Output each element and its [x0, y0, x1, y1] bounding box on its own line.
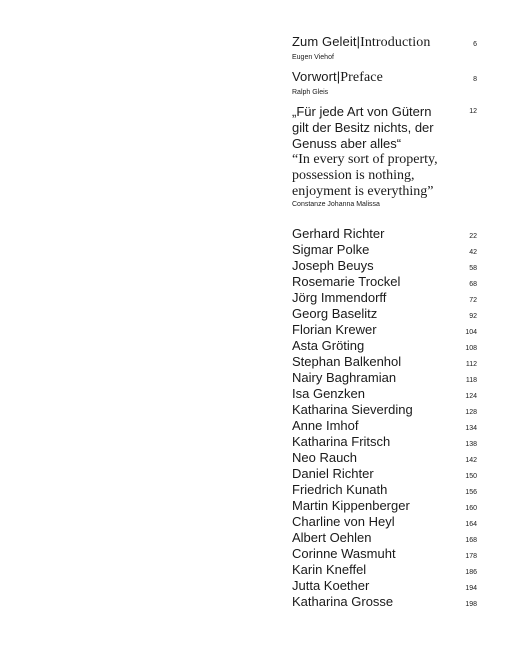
- artist-name: Karin Kneffel: [292, 562, 367, 577]
- artist-name: Anne Imhof: [292, 418, 359, 433]
- quote-english-line: possession is nothing,: [292, 168, 415, 183]
- page-number: 164: [465, 521, 477, 528]
- artist-entry[interactable]: [292, 322, 480, 338]
- page-number: 68: [469, 281, 477, 288]
- artist-list: [292, 226, 480, 610]
- artist-entry[interactable]: [292, 594, 480, 610]
- table-of-contents: [292, 34, 480, 610]
- quote-english-line: “In every sort of property,: [292, 152, 438, 167]
- page-number: 118: [465, 377, 477, 384]
- artist-name: Albert Oehlen: [292, 530, 372, 545]
- page-number: 150: [465, 473, 477, 480]
- title-german: Zum Geleit: [292, 34, 357, 49]
- artist-name: Nairy Baghramian: [292, 370, 397, 385]
- artist-name: Katharina Sieverding: [292, 402, 413, 417]
- artist-entry[interactable]: [292, 578, 480, 594]
- artist-entry[interactable]: [292, 562, 480, 578]
- artist-entry[interactable]: [292, 482, 480, 498]
- page-number: 194: [465, 585, 477, 592]
- artist-name: Charline von Heyl: [292, 514, 395, 529]
- entry-author: Constanze Johanna Malissa: [292, 201, 380, 208]
- quote-english-line: enjoyment is everything”: [292, 184, 434, 199]
- artist-entry[interactable]: [292, 418, 480, 434]
- artist-name: Martin Kippenberger: [292, 498, 410, 513]
- title-separator: |: [336, 69, 341, 84]
- artist-entry[interactable]: [292, 226, 480, 242]
- page-number: 178: [465, 553, 477, 560]
- artist-name: Neo Rauch: [292, 450, 358, 465]
- page-number: 134: [465, 425, 477, 432]
- artist-name: Jutta Koether: [292, 578, 370, 593]
- quote-german-line: Genuss aber alles“: [292, 136, 402, 151]
- artist-name: Gerhard Richter: [292, 226, 385, 241]
- artist-name: Joseph Beuys: [292, 258, 374, 273]
- title-german: Vorwort: [292, 69, 337, 84]
- artist-name: Jörg Immendorff: [292, 290, 387, 305]
- title-separator: |: [356, 34, 361, 49]
- entry-title: [292, 34, 430, 51]
- entry-title: [292, 69, 383, 86]
- page-number: 92: [469, 313, 477, 320]
- toc-entry-introduction[interactable]: [292, 34, 480, 63]
- entry-author: Ralph Gleis: [292, 89, 329, 96]
- page-number: 112: [465, 361, 477, 368]
- page-number: 160: [465, 505, 477, 512]
- page-number: 138: [465, 441, 477, 448]
- page-number: 12: [469, 108, 477, 115]
- artist-name: Sigmar Polke: [292, 242, 370, 257]
- page-number: 8: [473, 76, 477, 83]
- artist-entry[interactable]: [292, 402, 480, 418]
- quote-text: [292, 104, 462, 200]
- page-number: 58: [469, 265, 477, 272]
- page-number: 72: [469, 297, 477, 304]
- artist-name: Florian Krewer: [292, 322, 377, 337]
- page-number: 124: [465, 393, 477, 400]
- artist-name: Daniel Richter: [292, 466, 374, 481]
- artist-entry[interactable]: [292, 530, 480, 546]
- toc-entry-quote[interactable]: [292, 104, 480, 210]
- artist-name: Katharina Grosse: [292, 594, 394, 609]
- page-number: 186: [465, 569, 477, 576]
- page-number: 108: [465, 345, 477, 352]
- artist-entry[interactable]: [292, 274, 480, 290]
- page-number: 42: [469, 249, 477, 256]
- page-number: 6: [473, 41, 477, 48]
- toc-entry-preface[interactable]: [292, 69, 480, 98]
- artist-entry[interactable]: [292, 354, 480, 370]
- page-number: 198: [465, 601, 477, 608]
- title-english: Preface: [340, 70, 383, 85]
- page-number: 156: [465, 489, 477, 496]
- page-number: 168: [465, 537, 477, 544]
- page-number: 128: [465, 409, 477, 416]
- artist-name: Stephan Balkenhol: [292, 354, 402, 369]
- artist-name: Asta Gröting: [292, 338, 365, 353]
- artist-name: Rosemarie Trockel: [292, 274, 401, 289]
- artist-entry[interactable]: [292, 386, 480, 402]
- artist-entry[interactable]: [292, 242, 480, 258]
- artist-name: Friedrich Kunath: [292, 482, 388, 497]
- artist-entry[interactable]: [292, 466, 480, 482]
- artist-name: Corinne Wasmuht: [292, 546, 396, 561]
- artist-entry[interactable]: [292, 370, 480, 386]
- artist-name: Isa Genzken: [292, 386, 365, 401]
- entry-author: Eugen Viehof: [292, 54, 334, 61]
- artist-entry[interactable]: [292, 514, 480, 530]
- quote-german-line: gilt der Besitz nichts, der: [292, 120, 434, 135]
- page-number: 22: [469, 233, 477, 240]
- artist-name: Katharina Fritsch: [292, 434, 391, 449]
- artist-entry[interactable]: [292, 450, 480, 466]
- artist-entry[interactable]: [292, 498, 480, 514]
- title-english: Introduction: [360, 35, 431, 50]
- artist-entry[interactable]: [292, 546, 480, 562]
- quote-german-line: „Für jede Art von Gütern: [292, 104, 432, 119]
- artist-entry[interactable]: [292, 258, 480, 274]
- page-number: 142: [465, 457, 477, 464]
- page-number: 104: [465, 329, 477, 336]
- artist-entry[interactable]: [292, 338, 480, 354]
- artist-entry[interactable]: [292, 290, 480, 306]
- artist-name: Georg Baselitz: [292, 306, 378, 321]
- artist-entry[interactable]: [292, 434, 480, 450]
- artist-entry[interactable]: [292, 306, 480, 322]
